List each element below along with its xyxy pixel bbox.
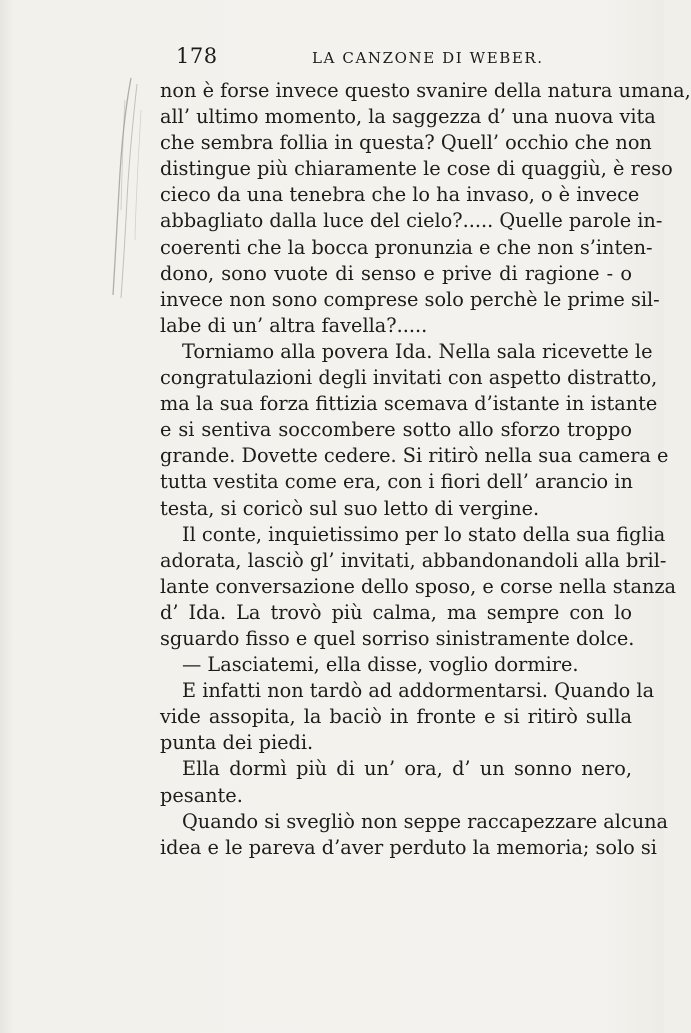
text-line: grande. Dovette cedere. Si ritirò nella sua camera e xyxy=(160,444,669,468)
text-line: testa, si coricò sul suo letto di vergine. xyxy=(160,496,540,520)
text-line: adorata, lasciò gl’ invitati, abbandonandoli alla bril- xyxy=(160,548,667,572)
text-line: tutta vestita come era, con i fiori dell’ arancio in xyxy=(160,470,633,494)
page-number: 178 xyxy=(176,44,218,68)
text-line: coerenti che la bocca pronunzia e che non s’inten- xyxy=(160,235,653,259)
text-line: distingue più chiaramente le cose di quaggiù, è reso xyxy=(160,157,673,181)
text-line: dono, sono vuote di senso e prive di ragione - o xyxy=(160,261,632,285)
text-line: sguardo fisso e quel sorriso sinistramente dolce. xyxy=(160,626,635,650)
body-text xyxy=(160,78,691,861)
text-line: idea e le pareva d’aver perduto la memoria; solo si xyxy=(160,835,657,859)
text-line: abbagliato dalla luce del cielo?..... Quelle parole in- xyxy=(160,209,663,233)
text-line: Ella dormì più di un’ ora, d’ un sonno nero, xyxy=(182,757,632,781)
text-line: cieco da una tenebra che lo ha invaso, o è invece xyxy=(160,183,640,207)
running-title: LA CANZONE DI WEBER. xyxy=(312,49,544,67)
text-line: invece non sono comprese solo perchè le prime sil- xyxy=(160,287,660,311)
text-line: d’ Ida. La trovò più calma, ma sempre con lo xyxy=(160,600,632,624)
text-line: — Lasciatemi, ella disse, voglio dormire. xyxy=(182,653,579,677)
text-line: lante conversazione dello sposo, e corse nella stanza xyxy=(160,574,677,598)
text-line: Torniamo alla povera Ida. Nella sala ricevette le xyxy=(182,339,653,363)
text-line: pesante. xyxy=(160,783,243,807)
text-line: non è forse invece questo svanire della natura umana, xyxy=(160,79,691,102)
text-line: Quando si svegliò non seppe raccapezzare alcuna xyxy=(182,809,669,833)
text-line: e si sentiva soccombere sotto allo sforzo troppo xyxy=(160,418,632,442)
pencil-margin-mark xyxy=(95,70,155,300)
text-line: labe di un’ altra favella?..... xyxy=(160,313,428,337)
text-line: punta dei piedi. xyxy=(160,731,314,755)
text-line: vide assopita, la baciò in fronte e si ritirò sulla xyxy=(160,705,632,729)
text-line: che sembra follia in questa? Quell’ occhio che non xyxy=(160,131,652,155)
text-line: all’ ultimo momento, la saggezza d’ una nuova vita xyxy=(160,105,656,129)
page-header xyxy=(176,44,616,74)
text-line: ma la sua forza fittizia scemava d’istante in istante xyxy=(160,392,658,416)
text-line: E infatti non tardò ad addormentarsi. Quando la xyxy=(182,679,655,703)
text-line: congratulazioni degli invitati con aspetto distratto, xyxy=(160,366,658,390)
text-line: Il conte, inquietissimo per lo stato della sua figlia xyxy=(182,522,666,546)
